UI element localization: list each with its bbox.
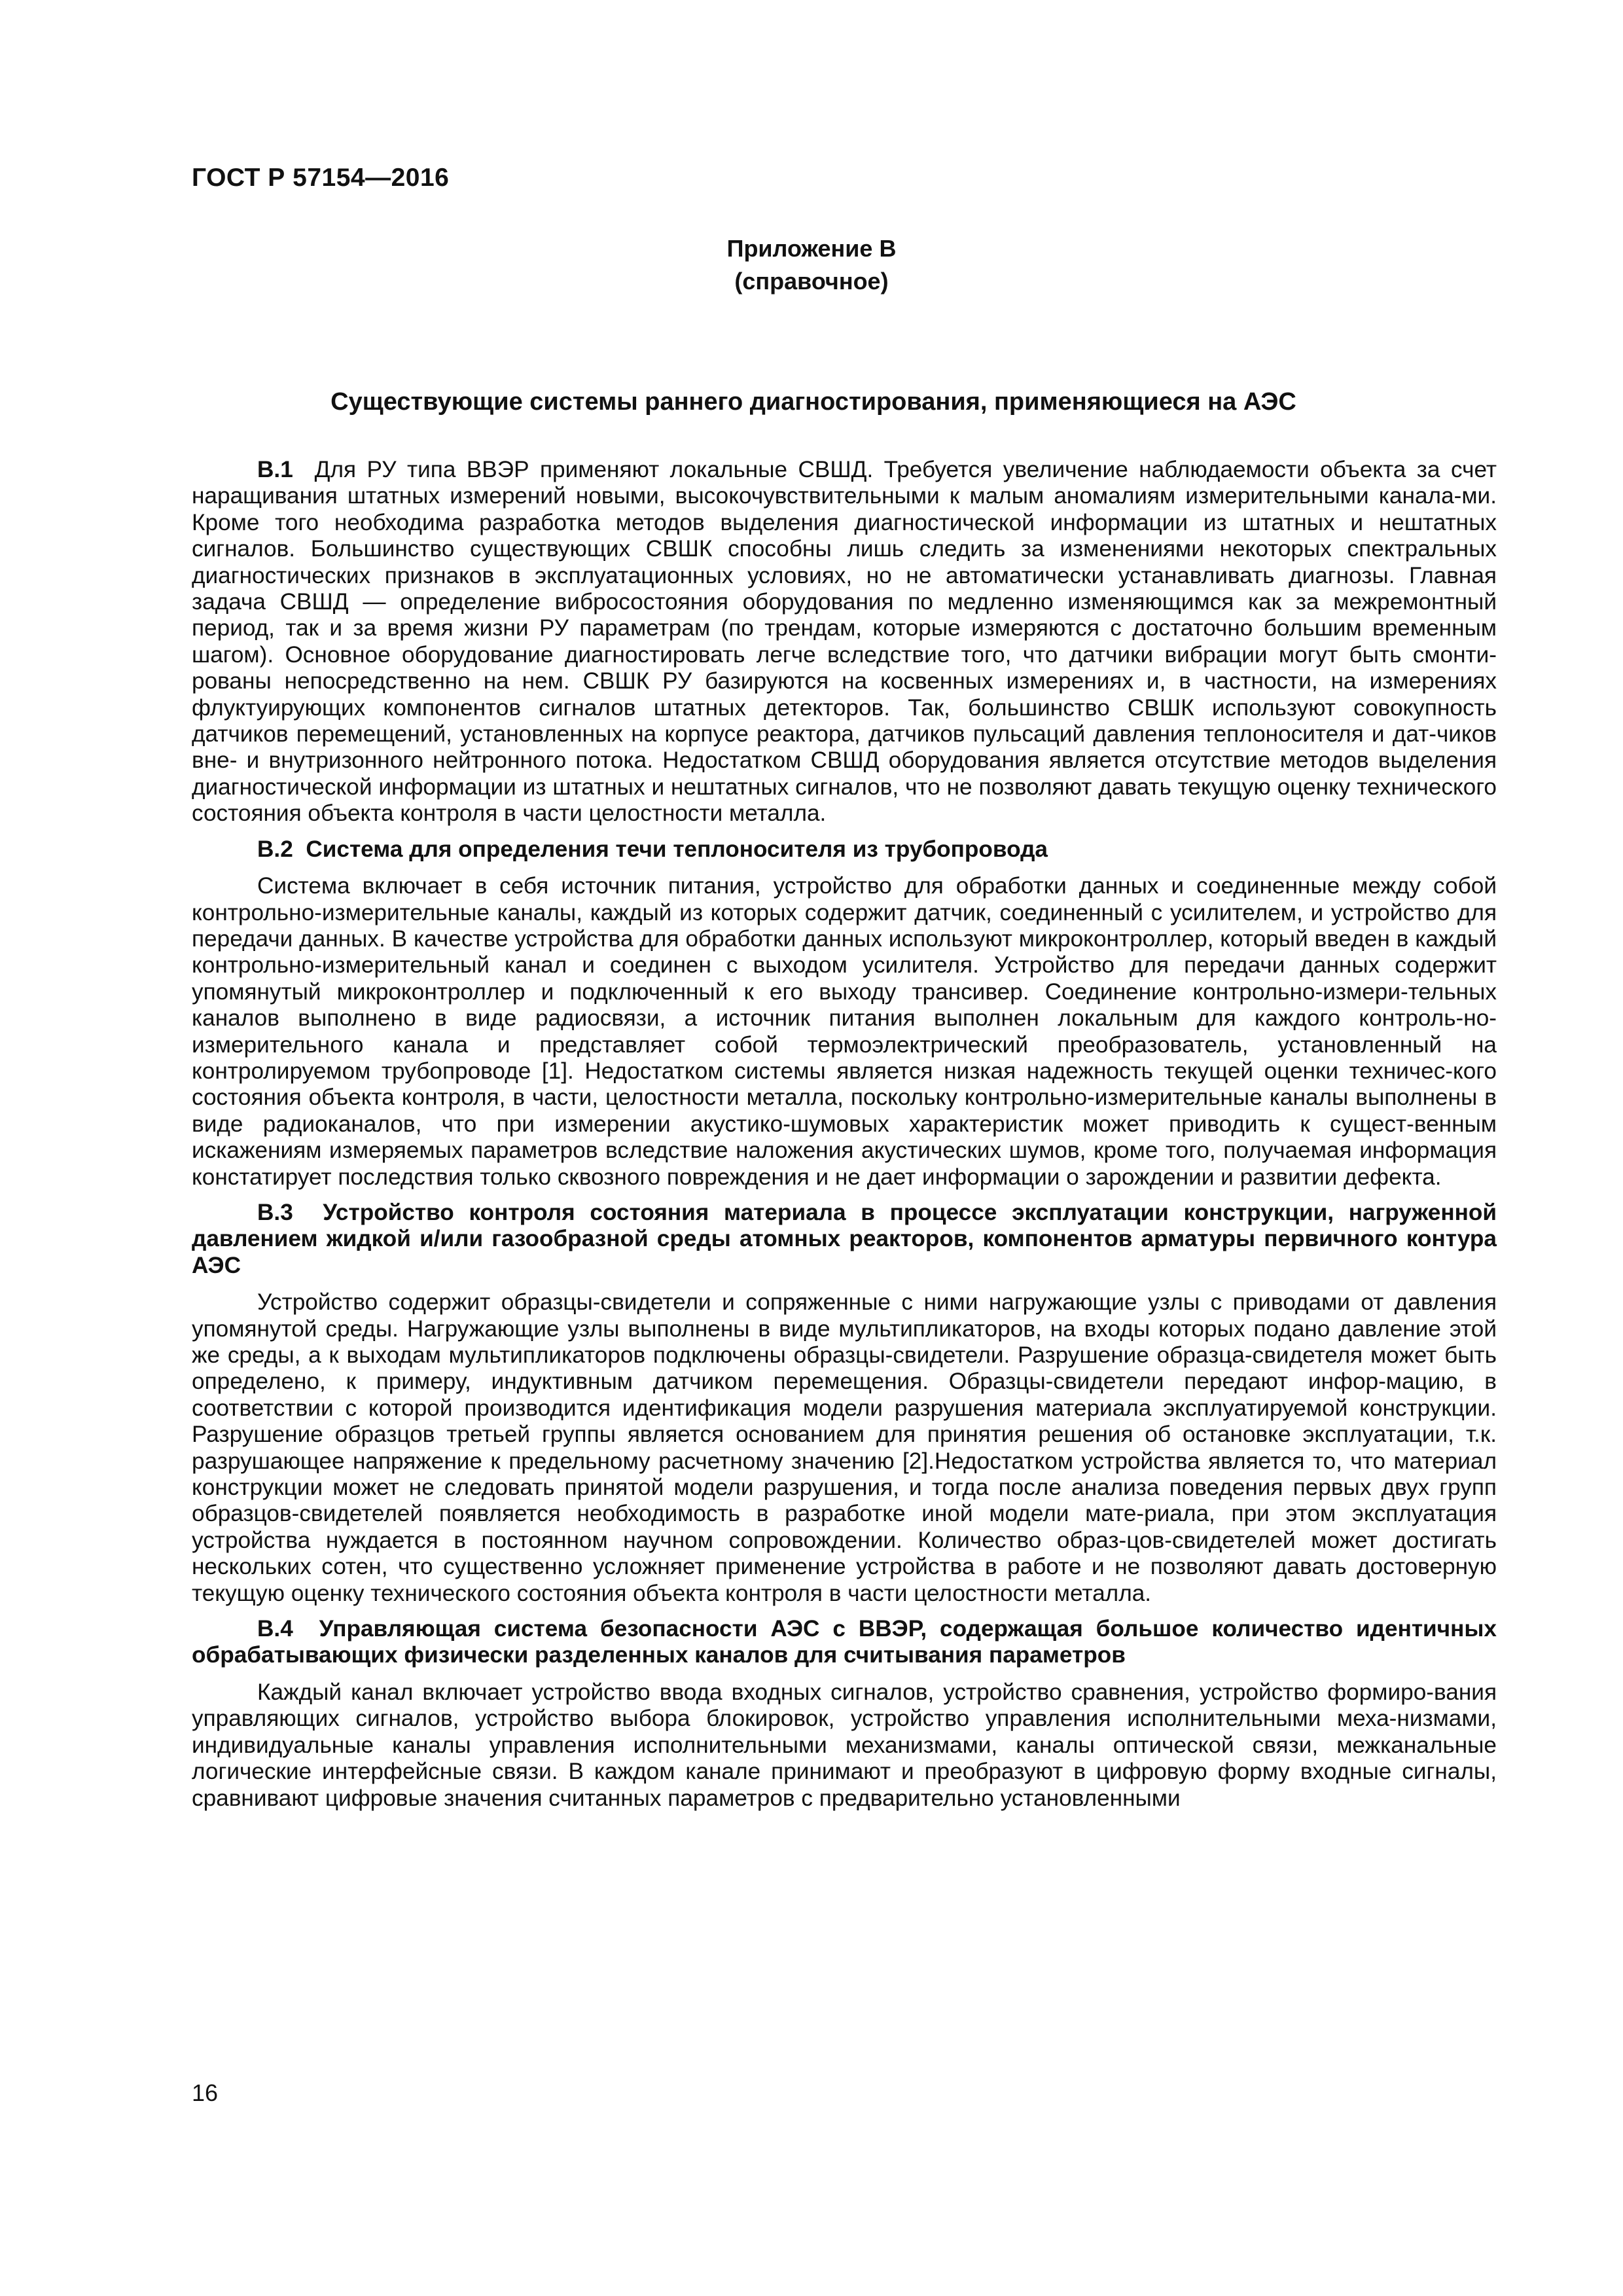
section-b3-number: В.3 xyxy=(257,1199,293,1225)
section-b3-paragraph: Устройство содержит образцы-свидетели и сопряженные с ними нагружающие узлы с приводами от давления упомянутой среды. Нагружающие узлы выполнены в виде мультипликаторов, на входы которых подано давление этой же среды, а к выходам мультипликаторов подключены образцы-свидетели. Разрушение образца-свидетеля может быть определено, к примеру, индуктивным датчиком перемещения. Образцы-свидетели передают инфор-мацию, в соответствии с которой производится идентификация модели разрушения материала эксплуатируемой конструкции. Разрушение образцов третьей группы является основанием для принятия решения об остановке эксплуатации, т.к. разрушающее напряжение к предельному расчетному значению [2].Недостатком устройства является то, что материал конструкции может не следовать принятой модели разрушения, и тогда после анализа поведения первых двух групп образцов-свидетелей появляется необходимость в разработке иной модели мате-риала, при этом эксплуатация устройства нуждается в постоянном научном сопровождении. Количество образ-цов-свидетелей может достигать нескольких сотен, что существенно усложняет применение устройства в работе и не позволяют давать достоверную текущую оценку технического состояния объекта контроля в части целостности металла. xyxy=(192,1289,1497,1606)
appendix-title: Существующие системы раннего диагностирования, применяющиеся на АЭС xyxy=(330,388,1296,416)
appendix-label: Приложение В xyxy=(726,235,897,262)
section-b4-heading xyxy=(192,1616,1497,1669)
section-b1-text: Для РУ типа ВВЭР применяют локальные СВШД. Требуется увеличение наблюдаемости объекта за счет наращивания штатных измерений новыми, высокочувствительными к малым аномалиям измерительными канала-ми. Кроме того необходима разработка методов выделения диагностической информации из штатных и нештатных сигналов. Большинство существующих СВШК способны лишь следить за изменениями некоторых спектральных диагностических признаков в эксплуатационных условиях, но не автоматически устанавливать диагнозы. Главная задача СВШД — определение вибросостояния оборудования по медленно изменяющимся как за межремонтный период, так и за время жизни РУ параметрам (по трендам, которые измеряются с достаточно большим временным шагом). Основное оборудование диагностировать легче вследствие того, что датчики вибрации могут быть смонти-рованы непосредственно на нем. СВШК РУ базируются на косвенных измерениях и, в частности, на измерениях флуктуирующих компонентов сигналов штатных детекторов. Так, большинство СВШК используют совокупность датчиков перемещений, установленных на корпусе реактора, датчиков пульсаций давления теплоносителя и дат-чиков вне- и внутризонного нейтронного потока. Недостатком СВШД оборудования является отсутствие методов выделения диагностической информации из штатных и нештатных сигналов, что не позволяют давать текущую оценку технического состояния объекта контроля в части целостности металла. xyxy=(192,457,1497,827)
section-b1-number: В.1 xyxy=(257,457,293,482)
section-b4-title: Управляющая система безопасности АЭС с ВВЭР, содержащая большое количество идентичных обрабатывающих физически разделенных каналов для считывания параметров xyxy=(192,1616,1497,1668)
section-b3-title: Устройство контроля состояния материала в процессе эксплуатации конструкции, нагруженной давлением жидкой и/или газообразной среды атомных реакторов, компонентов арматуры первичного контура АЭС xyxy=(192,1199,1497,1278)
section-b3-heading xyxy=(192,1200,1497,1279)
document-code: ГОСТ Р 57154—2016 xyxy=(192,164,450,192)
section-b4-number: В.4 xyxy=(257,1616,293,1642)
section-b2-title: Система для определения течи теплоносителя из трубопровода xyxy=(306,836,1048,862)
document-body xyxy=(192,457,1497,1812)
section-b2-number: В.2 xyxy=(257,836,293,862)
section-b4-paragraph: Каждый канал включает устройство ввода входных сигналов, устройство сравнения, устройство формиро-вания управляющих сигналов, устройство выбора блокировок, устройство управления исполнительными меха-низмами, индивидуальные каналы управления исполнительными механизмами, каналы оптической связи, межканальные логические интерфейсные связи. В каждом канале принимают и преобразуют в цифровую форму входные сигналы, сравнивают цифровые значения считанных параметров с предварительно установленными xyxy=(192,1679,1497,1811)
section-b2-paragraph: Система включает в себя источник питания, устройство для обработки данных и соединенные между собой контрольно-измерительные каналы, каждый из которых содержит датчик, соединенный с усилителем, и устройство для передачи данных. В качестве устройства для обработки данных используют микроконтроллер, который введен в каждый контрольно-измерительный канал и соединен с выходом усилителя. Устройство для передачи данных содержит упомянутый микроконтроллер и подключенный к его выходу трансивер. Соединение контрольно-измери-тельных каналов выполнено в виде радиосвязи, а источник питания выполнен локальным для каждого контроль-но-измерительного канала и представляет собой термоэлектрический преобразователь, установленный на контролируемом трубопроводе [1]. Недостатком системы является низкая надежность текущей оценки техничес-кого состояния объекта контроля, в части, целостности металла, поскольку контрольно-измерительные каналы выполнены в виде радиоканалов, что при измерении акустико-шумовых характеристик может приводить к сущест-венным искажениям измеряемых параметров вследствие наложения акустических шумов, кроме того, получаемая информация констатирует последствия только сквозного повреждения и не дает информации о зарождении и развитии дефекта. xyxy=(192,873,1497,1190)
appendix-kind: (справочное) xyxy=(734,268,889,295)
appendix-heading xyxy=(0,232,1623,298)
section-b2-heading xyxy=(192,836,1497,863)
section-b1-paragraph xyxy=(192,457,1497,827)
page-number: 16 xyxy=(192,2079,219,2106)
